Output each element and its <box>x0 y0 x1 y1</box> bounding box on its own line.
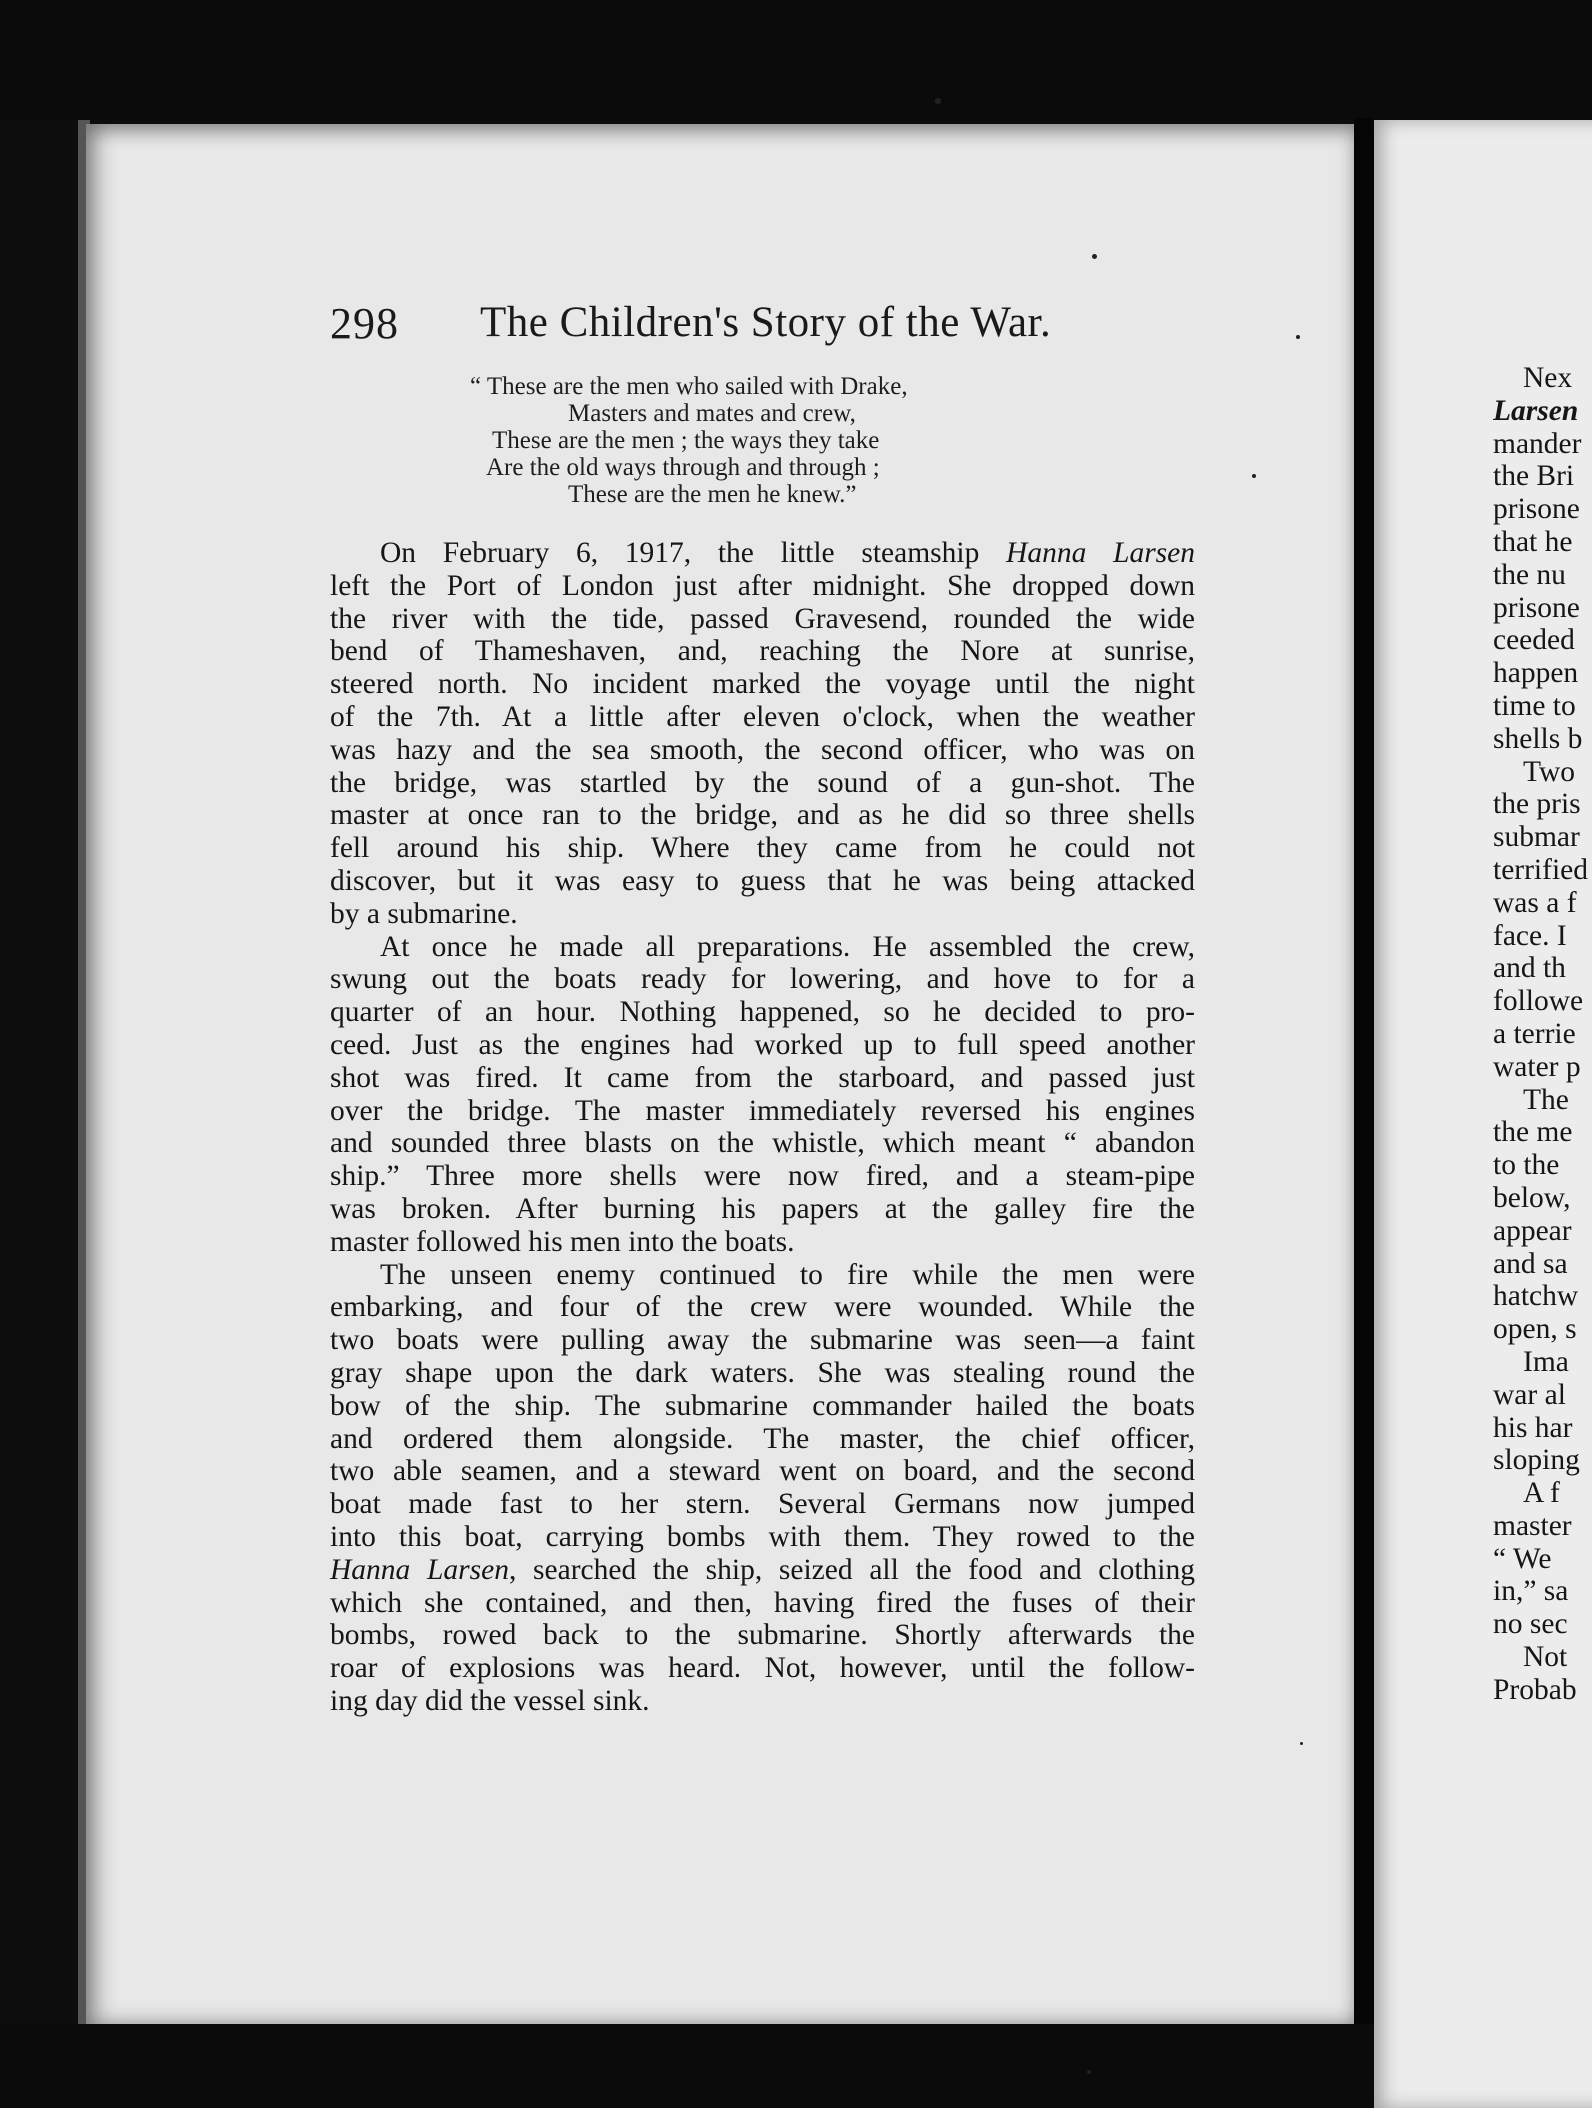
scan-speck <box>1092 254 1097 259</box>
poem-line: These are the men ; the ways they take <box>492 427 880 454</box>
right-page-line: water p <box>1493 1050 1581 1083</box>
body-line: by a submarine. <box>330 897 518 930</box>
right-page-line: that he <box>1493 525 1573 558</box>
right-page-line: Larsen <box>1493 394 1579 427</box>
body-line: swung out the boats ready for lowering, and hove to for a <box>330 963 1195 996</box>
right-page-line: Nex <box>1523 362 1573 394</box>
right-page-line: and sa <box>1493 1247 1568 1280</box>
right-page-line: Two <box>1523 755 1576 788</box>
body-line: The unseen enemy continued to fire while the men were <box>380 1258 1195 1291</box>
poem-line: Masters and mates and crew, <box>568 400 856 427</box>
right-page-line: shells b <box>1493 722 1583 755</box>
right-page-line: prisone <box>1493 493 1580 526</box>
right-page-line: in,” sa <box>1493 1575 1569 1608</box>
body-line: the river with the tide, passed Gravesend, rounded the wide <box>330 602 1195 635</box>
body-line: steered north. No incident marked the voyage until the night <box>330 668 1195 701</box>
body-line: fell around his ship. Where they came from he could not <box>330 832 1195 865</box>
book-gutter <box>1354 118 1374 2108</box>
right-page-line: below, <box>1493 1181 1571 1214</box>
right-page-line: sloping <box>1493 1444 1580 1477</box>
right-page-line: appear <box>1493 1214 1572 1247</box>
body-line: bend of Thameshaven, and, reaching the Nore at sunrise, <box>330 635 1195 668</box>
scan-speck <box>1300 1742 1303 1745</box>
right-page-line: prisone <box>1493 591 1580 624</box>
poem-line: “ These are the men who sailed with Drake, <box>470 373 908 400</box>
right-page-line: war al <box>1493 1378 1566 1411</box>
body-line: embarking, and four of the crew were wounded. While the <box>330 1291 1195 1324</box>
epigraph-poem <box>470 373 1030 508</box>
right-page-line: face. I <box>1493 919 1567 952</box>
scan-speck <box>1296 335 1300 339</box>
body-line: On February 6, 1917, the little steamship Hanna Larsen <box>380 537 1195 569</box>
running-title: The Children's Story of the War. <box>480 299 1052 346</box>
body-line: left the Port of London just after midnight. She dropped down <box>330 569 1195 602</box>
body-line: and ordered them alongside. The master, the chief officer, <box>330 1422 1195 1455</box>
right-page-line: the Bri <box>1493 460 1575 493</box>
body-line: which she contained, and then, having fired the fuses of their <box>330 1586 1195 1619</box>
right-page-text <box>1493 362 1592 1707</box>
body-line: two able seamen, and a steward went on board, and the second <box>330 1455 1195 1488</box>
body-line: master followed his men into the boats. <box>330 1225 795 1258</box>
right-page-line: a terrie <box>1493 1017 1576 1050</box>
right-page-line: “ We <box>1493 1542 1552 1575</box>
body-line: gray shape upon the dark waters. She was stealing round the <box>330 1356 1195 1389</box>
right-page-line: hatchw <box>1493 1280 1579 1313</box>
right-page-line: Not <box>1523 1641 1568 1674</box>
right-page-line: The <box>1523 1083 1569 1116</box>
right-page-line: the me <box>1493 1116 1573 1149</box>
body-line: over the bridge. The master immediately reversed his engines <box>330 1094 1195 1127</box>
right-page-line: terrified <box>1493 853 1588 886</box>
body-line: ing day did the vessel sink. <box>330 1684 650 1717</box>
body-line: bombs, rowed back to the submarine. Shortly afterwards the <box>330 1619 1195 1652</box>
right-page-line: master <box>1493 1509 1572 1542</box>
body-line: discover, but it was easy to guess that he was being attacked <box>330 864 1195 897</box>
body-line: ship.” Three more shells were now fired, and a steam-pipe <box>330 1160 1195 1193</box>
body-line: the bridge, was startled by the sound of a gun-shot. The <box>330 766 1195 799</box>
body-line: boat made fast to her stern. Several Germans now jumped <box>330 1488 1195 1521</box>
body-line: Hanna Larsen, searched the ship, seized all the food and clothing <box>330 1553 1195 1586</box>
poem-line: These are the men he knew.” <box>568 481 857 508</box>
right-page-line: ceeded <box>1493 624 1575 657</box>
right-page-line: Probab <box>1493 1673 1577 1706</box>
right-page-line: no sec <box>1493 1608 1568 1641</box>
body-line: ceed. Just as the engines had worked up to full speed another <box>330 1028 1195 1061</box>
right-page-line: Ima <box>1523 1345 1569 1378</box>
body-line: of the 7th. At a little after eleven o'clock, when the weather <box>330 700 1195 733</box>
scan-speck <box>1252 474 1256 478</box>
body-line: roar of explosions was heard. Not, however, until the follow- <box>330 1652 1195 1685</box>
top-dark-margin <box>0 0 1592 120</box>
body-line: into this boat, carrying bombs with them. They rowed to the <box>330 1520 1195 1553</box>
right-page-line: followe <box>1493 985 1584 1018</box>
body-line: quarter of an hour. Nothing happened, so he decided to pro- <box>330 996 1195 1029</box>
body-line: two boats were pulling away the submarine was seen—a faint <box>330 1324 1195 1357</box>
right-page-line: mander <box>1493 427 1582 460</box>
body-line: master at once ran to the bridge, and as he did so three shells <box>330 799 1195 832</box>
right-page-line: the nu <box>1493 558 1566 591</box>
page-header <box>330 298 1330 358</box>
right-page-line: submar <box>1493 821 1580 854</box>
body-line: shot was fired. It came from the starboard, and passed just <box>330 1061 1195 1094</box>
right-page-line: and th <box>1493 952 1566 985</box>
body-line: bow of the ship. The submarine commander hailed the boats <box>330 1389 1195 1422</box>
poem-line: Are the old ways through and through ; <box>486 454 880 481</box>
right-page-line: to the <box>1493 1149 1560 1182</box>
right-page-line: the pris <box>1493 788 1581 821</box>
right-page-line: was a f <box>1493 886 1577 919</box>
body-line: and sounded three blasts on the whistle, which meant “ abandon <box>330 1127 1195 1160</box>
bottom-dark-margin <box>0 2024 1374 2108</box>
right-page-line: his har <box>1493 1411 1573 1444</box>
scan-speck <box>1087 2070 1091 2074</box>
body-line: was hazy and the sea smooth, the second officer, who was on <box>330 733 1195 766</box>
right-page-line: time to <box>1493 689 1576 722</box>
body-line: At once he made all preparations. He assembled the crew, <box>380 930 1195 963</box>
right-page-line: A f <box>1523 1477 1560 1510</box>
right-page-line: happen <box>1493 657 1579 690</box>
right-page-line: open, s <box>1493 1313 1577 1346</box>
page-number: 298 <box>330 299 399 348</box>
body-text <box>330 537 1195 1718</box>
body-line: was broken. After burning his papers at the galley fire the <box>330 1192 1195 1225</box>
scan-speck <box>935 98 941 104</box>
